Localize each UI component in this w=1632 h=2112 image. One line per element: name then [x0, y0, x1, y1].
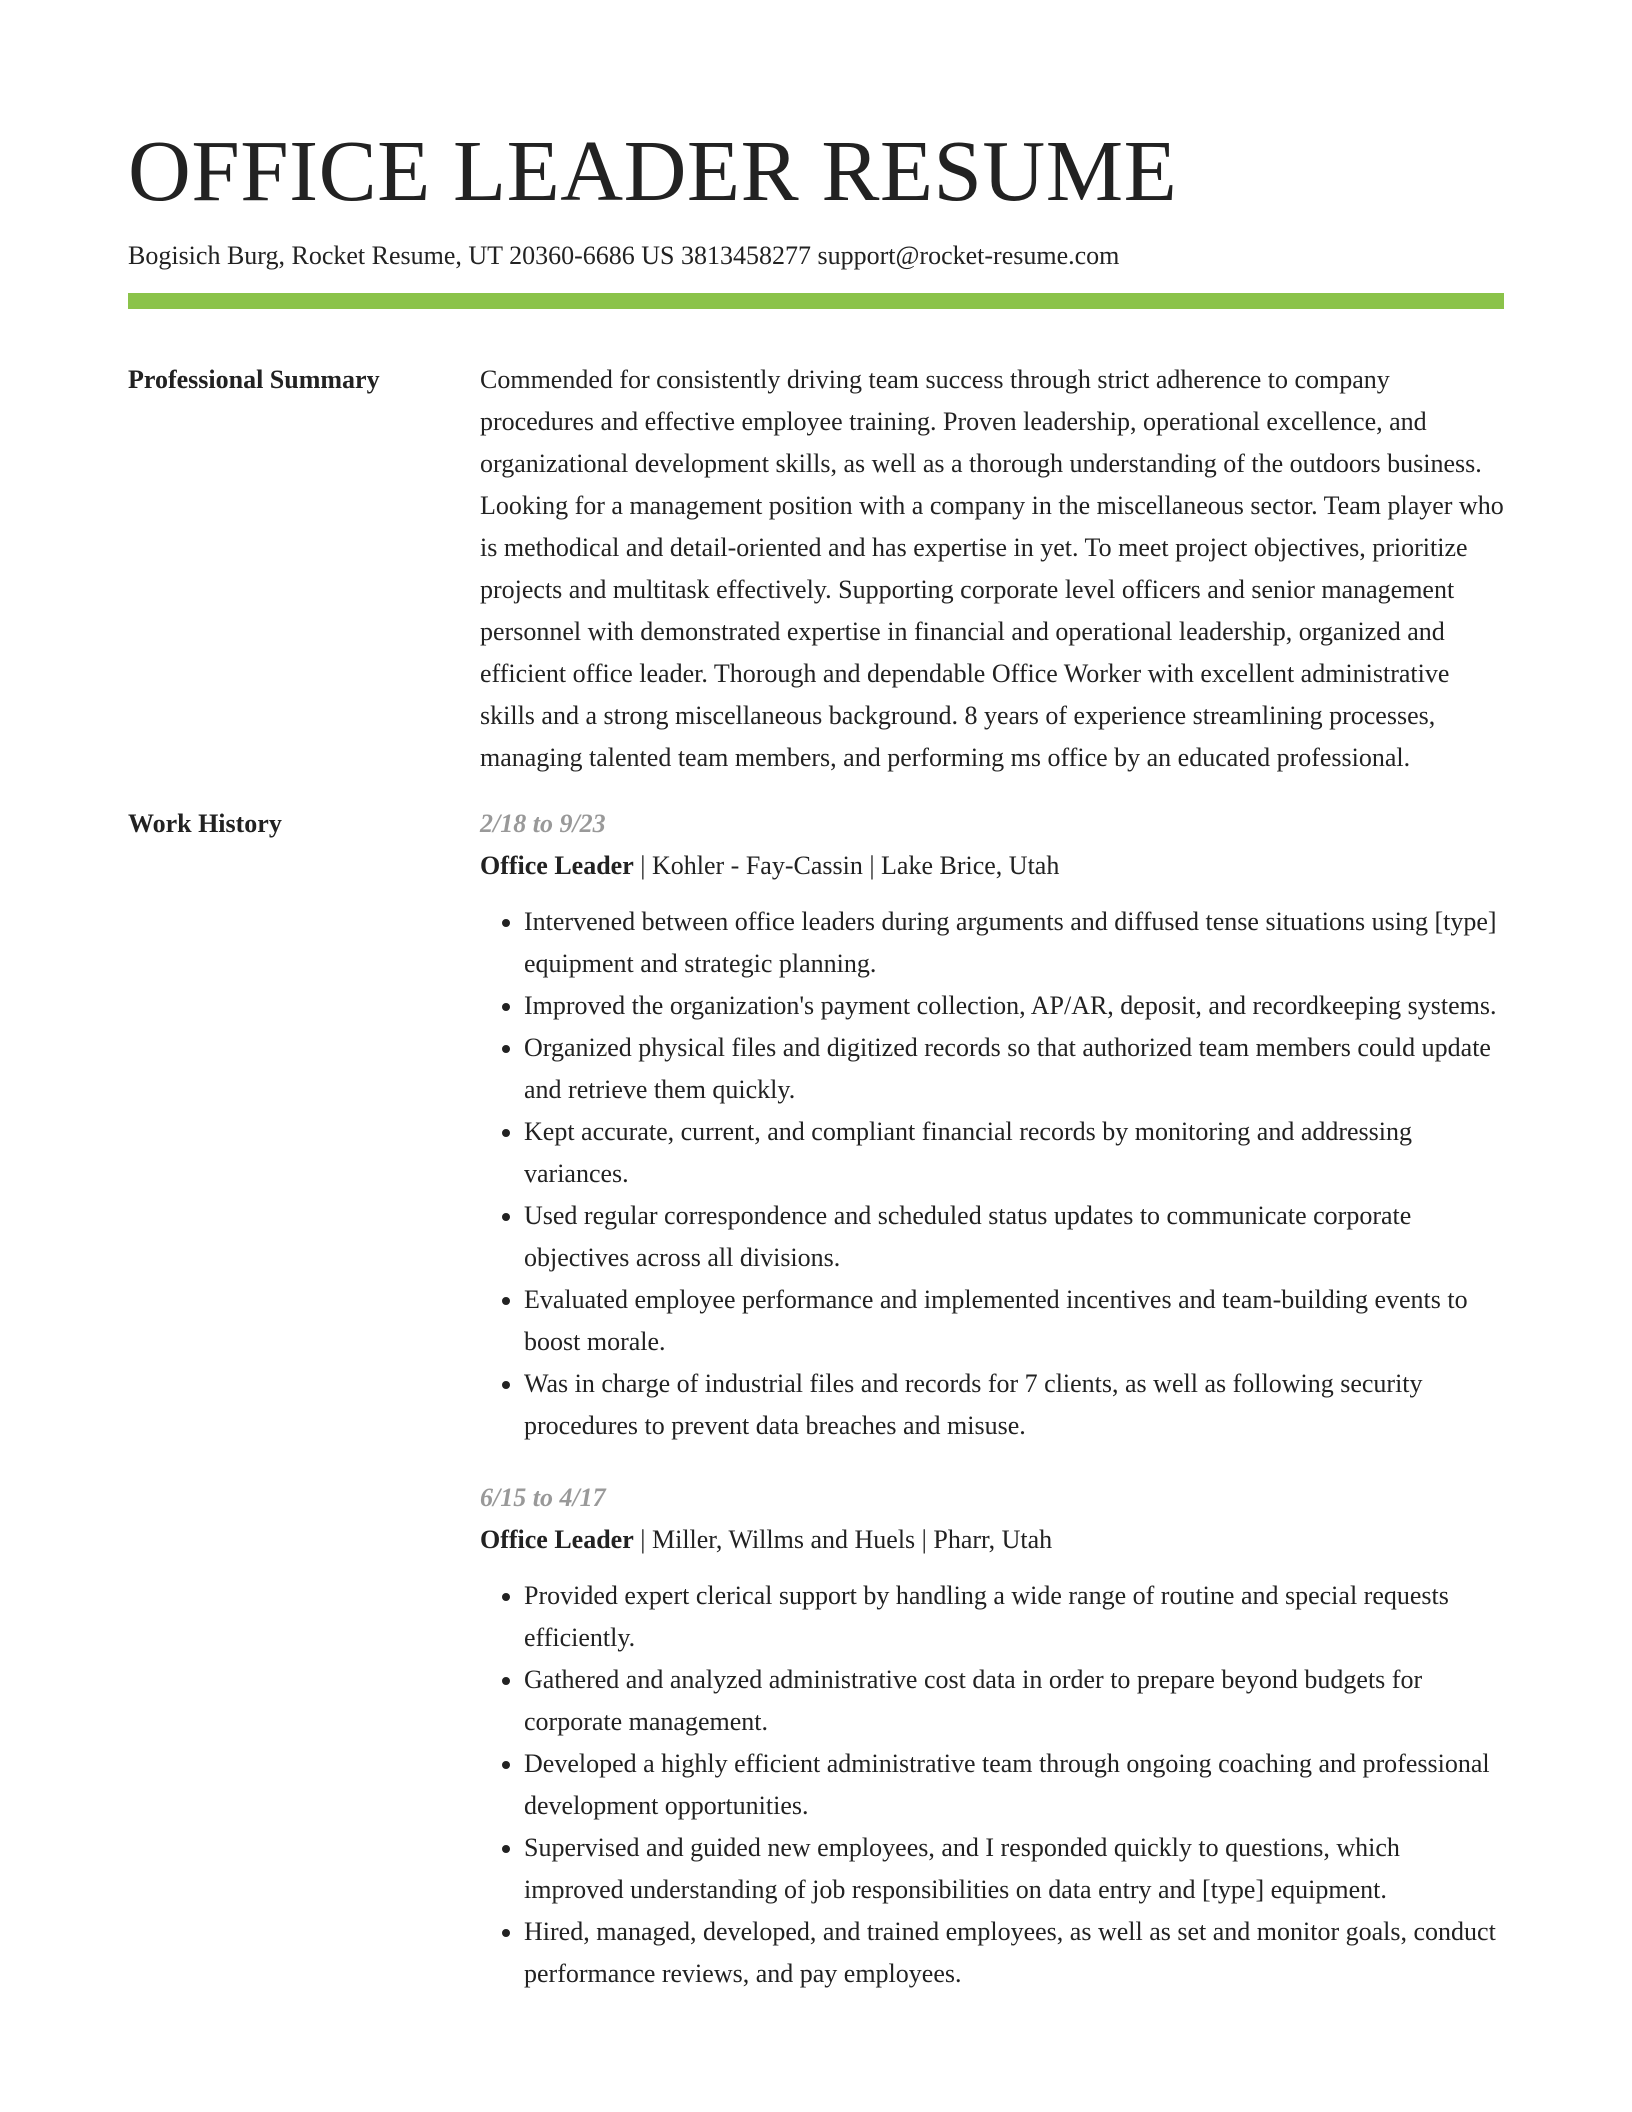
work-history-section — [128, 803, 1504, 1995]
job-bullet: • Improved the organization's payment collection, AP/AR, deposit, and recordkeeping systems. — [524, 985, 1504, 1027]
resume-title: OFFICE LEADER RESUME — [128, 122, 1178, 219]
job-role: Office Leader — [480, 851, 634, 880]
job-employer-location: | Kohler - Fay-Cassin | Lake Brice, Utah — [633, 851, 1060, 880]
job-bullet: • Supervised and guided new employees, and I responded quickly to questions, which improved understanding of job responsibilities on data entry and [type] equipment. — [524, 1827, 1504, 1911]
job-bullet: • Was in charge of industrial files and records for 7 clients, as well as following security procedures to prevent data breaches and misuse. — [524, 1363, 1504, 1447]
job-dates: 2/18 to 9/23 — [480, 809, 606, 838]
contact-line: Bogisich Burg, Rocket Resume, UT 20360-6686 US 3813458277 support@rocket-resume.com — [128, 241, 1120, 270]
job-bullet: • Developed a highly efficient administrative team through ongoing coaching and professional development opportunities. — [524, 1743, 1504, 1827]
job-bullets — [480, 1575, 1504, 1995]
job-bullet: • Hired, managed, developed, and trained employees, as well as set and monitor goals, conduct performance reviews, and pay employees. — [524, 1911, 1504, 1995]
job-bullet: • Provided expert clerical support by handling a wide range of routine and special requests efficiently. — [524, 1575, 1504, 1659]
job-bullets — [480, 901, 1504, 1447]
job-role: Office Leader — [480, 1525, 634, 1554]
resume-page — [128, 0, 1504, 1995]
job-bullet: • Kept accurate, current, and compliant financial records by monitoring and addressing variances. — [524, 1111, 1504, 1195]
job-bullet: • Evaluated employee performance and implemented incentives and team-building events to boost morale. — [524, 1279, 1504, 1363]
summary-text: Commended for consistently driving team success through strict adherence to company procedures and effective employee training. Proven leadership, operational excellence, and organizational development skills, as well as a thorough understanding of the outdoors business. Looking for a management position with a company in the miscellaneous sector. Team player who is methodical and detail-oriented and has expertise in yet. To meet project objectives, prioritize projects and multitask effectively. Supporting corporate level officers and senior management personnel with demonstrated expertise in financial and operational leadership, organized and efficient office leader. Thorough and dependable Office Worker with excellent administrative skills and a strong miscellaneous background. 8 years of experience streamlining processes, managing talented team members, and performing ms office by an educated professional. — [480, 365, 1504, 772]
job-dates: 6/15 to 4/17 — [480, 1483, 606, 1512]
job-title-line — [480, 1519, 1504, 1561]
job-bullet: • Organized physical files and digitized records so that authorized team members could update and retrieve them quickly. — [524, 1027, 1504, 1111]
section-label-work-history: Work History — [128, 809, 282, 838]
job-entry — [480, 1477, 1504, 1995]
professional-summary-section — [128, 359, 1504, 779]
job-bullet: • Gathered and analyzed administrative cost data in order to prepare beyond budgets for corporate management. — [524, 1659, 1504, 1743]
job-bullet: • Intervened between office leaders during arguments and diffused tense situations using [type] equipment and strategic planning. — [524, 901, 1504, 985]
section-label-summary: Professional Summary — [128, 365, 380, 394]
summary-body — [480, 359, 1504, 779]
accent-divider — [128, 293, 1504, 309]
job-title-line — [480, 845, 1504, 887]
job-bullet: • Used regular correspondence and scheduled status updates to communicate corporate objectives across all divisions. — [524, 1195, 1504, 1279]
work-history-body — [480, 803, 1504, 1995]
job-employer-location: | Miller, Willms and Huels | Pharr, Utah — [633, 1525, 1053, 1554]
job-entry — [480, 803, 1504, 1447]
